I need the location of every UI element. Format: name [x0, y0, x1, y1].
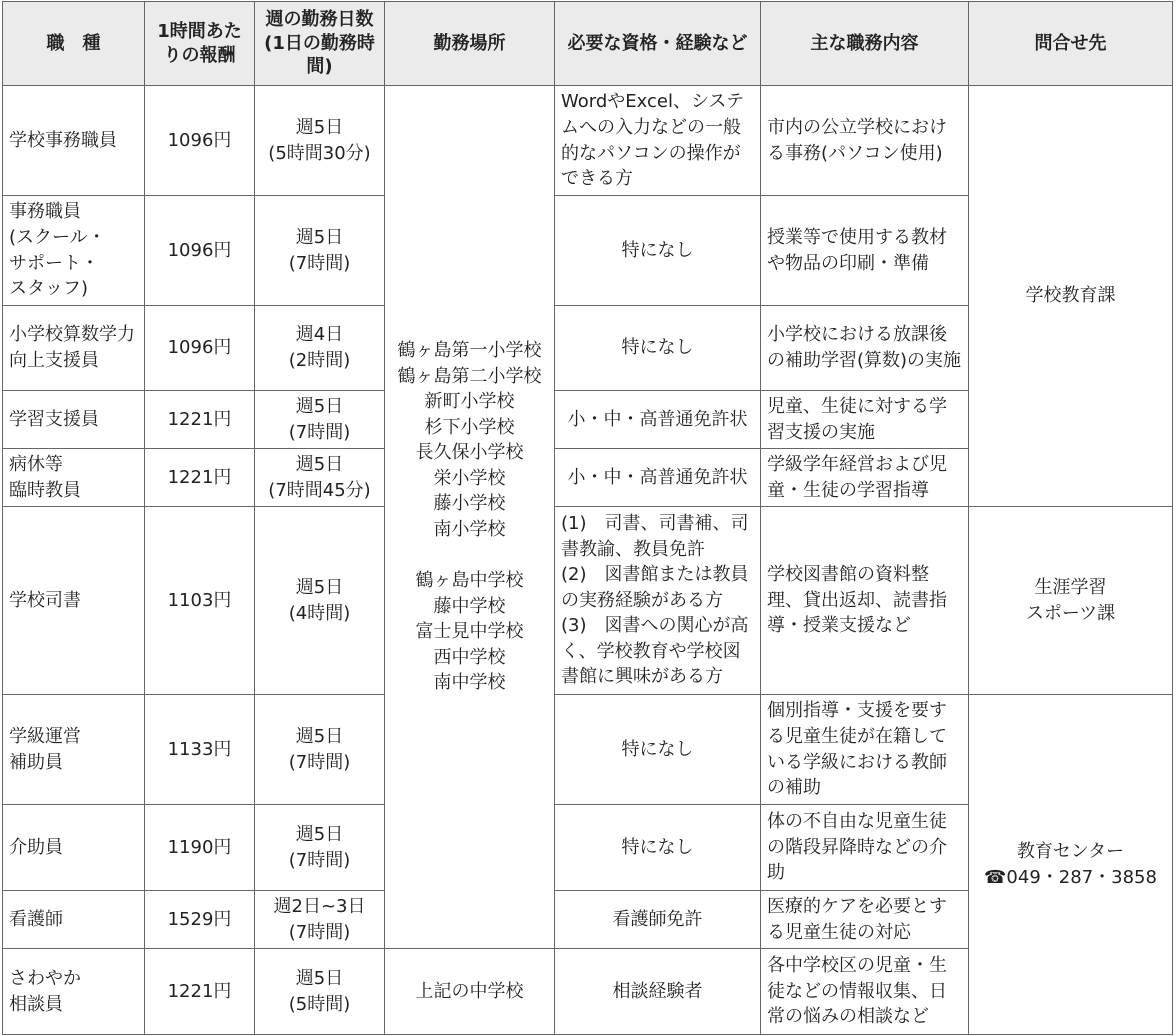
duties-value: 児童、生徒に対する学習支援の実施 — [761, 391, 969, 449]
job-name: 学級運営 補助員 — [3, 695, 145, 805]
duties-value: 体の不自由な児童生徒の階段昇降時などの介助 — [761, 805, 969, 891]
days-value: 週5日 (7時間) — [255, 695, 385, 805]
days-value: 週5日 (7時間45分) — [255, 449, 385, 507]
duties-value: 授業等で使用する教材や物品の印刷・準備 — [761, 196, 969, 306]
duties-value: 個別指導・支援を要する児童生徒が在籍している学級における教師の補助 — [761, 695, 969, 805]
duties-value: 市内の公立学校における事務(パソコン使用) — [761, 86, 969, 196]
pay-value: 1221円 — [145, 949, 255, 1035]
days-value: 週5日 (7時間) — [255, 196, 385, 306]
duties-value: 学校図書館の資料整理、貸出返却、読書指導・授業支援など — [761, 507, 969, 695]
days-value: 週4日 (2時間) — [255, 306, 385, 391]
pay-value: 1096円 — [145, 86, 255, 196]
header-row — [3, 2, 1173, 86]
header-requirements: 必要な資格・経験など — [555, 2, 761, 86]
education-center-name: 教育センター — [1016, 840, 1125, 862]
job-name: 介助員 — [3, 805, 145, 891]
days-value: 週2日~3日 (7時間) — [255, 891, 385, 949]
pay-value: 1103円 — [145, 507, 255, 695]
job-name: 小学校算数学力向上支援員 — [3, 306, 145, 391]
job-name: 病休等 臨時教員 — [3, 449, 145, 507]
location-counselor: 上記の中学校 — [385, 949, 555, 1035]
pay-value: 1221円 — [145, 449, 255, 507]
location-schools: 鶴ヶ島第一小学校 鶴ヶ島第二小学校 新町小学校 杉下小学校 長久保小学校 栄小学校 藤小学校 南小学校 鶴ヶ島中学校 藤中学校 富士見中学校 西中学校 南中学校 — [385, 86, 555, 949]
table-row — [3, 507, 1173, 695]
duties-value: 学級学年経営および児童・生徒の学習指導 — [761, 449, 969, 507]
header-job-type: 職 種 — [3, 2, 145, 86]
pay-value: 1133円 — [145, 695, 255, 805]
days-value: 週5日 (7時間) — [255, 805, 385, 891]
requirements-value: 小・中・高普通免許状 — [555, 391, 761, 449]
requirements-value: WordやExcel、システムへの入力などの一般的なパソコンの操作ができる方 — [555, 86, 761, 196]
requirements-value: 特になし — [555, 695, 761, 805]
contact-school-education: 学校教育課 — [969, 86, 1173, 507]
requirements-value: 特になし — [555, 805, 761, 891]
duties-value: 医療的ケアを必要とする児童生徒の対応 — [761, 891, 969, 949]
pay-value: 1096円 — [145, 196, 255, 306]
job-name: 学習支援員 — [3, 391, 145, 449]
requirements-value: 特になし — [555, 196, 761, 306]
job-listing-table — [2, 1, 1173, 1035]
job-name: 事務職員 (スクール・ サポート・ スタッフ) — [3, 196, 145, 306]
days-value: 週5日 (4時間) — [255, 507, 385, 695]
job-name: 学校事務職員 — [3, 86, 145, 196]
days-value: 週5日 (5時間) — [255, 949, 385, 1035]
header-contact: 問合せ先 — [969, 2, 1173, 86]
requirements-value: 看護師免許 — [555, 891, 761, 949]
days-value: 週5日 (7時間) — [255, 391, 385, 449]
header-days: 週の勤務日数 (1日の勤務時間) — [255, 2, 385, 86]
contact-lifelong-learning: 生涯学習 スポーツ課 — [969, 507, 1173, 695]
pay-value: 1529円 — [145, 891, 255, 949]
duties-value: 各中学校区の児童・生徒などの情報収集、日常の悩みの相談など — [761, 949, 969, 1035]
job-name: 学校司書 — [3, 507, 145, 695]
header-pay: 1時間あたりの報酬 — [145, 2, 255, 86]
pay-value: 1221円 — [145, 391, 255, 449]
job-name: 看護師 — [3, 891, 145, 949]
job-name: さわやか 相談員 — [3, 949, 145, 1035]
header-location: 勤務場所 — [385, 2, 555, 86]
table-row — [3, 86, 1173, 196]
pay-value: 1190円 — [145, 805, 255, 891]
education-center-phone[interactable]: ☎049・287・3858 — [984, 866, 1157, 888]
table-row — [3, 695, 1173, 805]
days-value: 週5日 (5時間30分) — [255, 86, 385, 196]
duties-value: 小学校における放課後の補助学習(算数)の実施 — [761, 306, 969, 391]
requirements-value: (1) 司書、司書補、司書教諭、教員免許 (2) 図書館または教員の実務経験がある方 (3) 図書への関心が高く、学校教育や学校図書館に興味がある方 — [555, 507, 761, 695]
requirements-value: 小・中・高普通免許状 — [555, 449, 761, 507]
contact-education-center — [969, 695, 1173, 1035]
requirements-value: 相談経験者 — [555, 949, 761, 1035]
pay-value: 1096円 — [145, 306, 255, 391]
header-duties: 主な職務内容 — [761, 2, 969, 86]
requirements-value: 特になし — [555, 306, 761, 391]
